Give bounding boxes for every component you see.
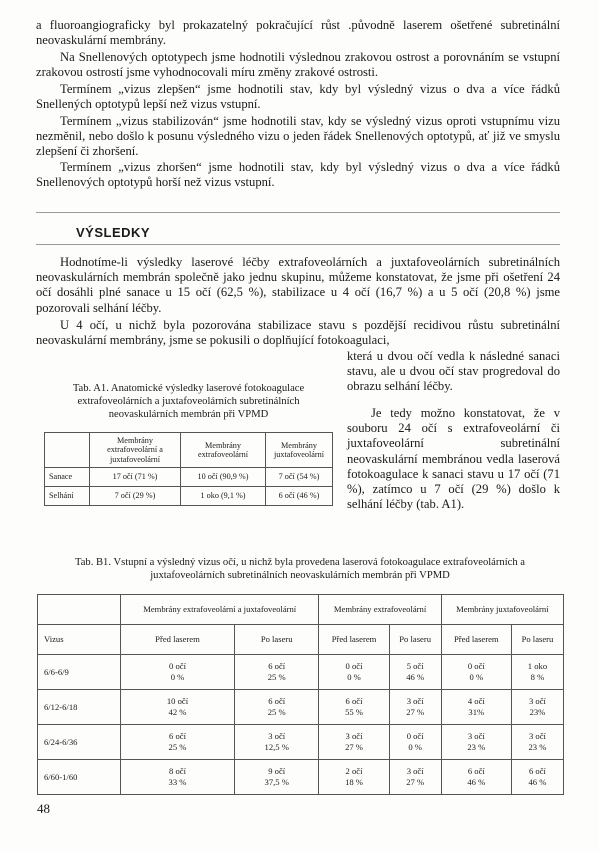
table-b1-group-header-1: Membrány extrafoveolární a juxtafoveolární — [121, 595, 319, 625]
cell-percent: 46 % — [528, 777, 547, 787]
results-paragraph-2-continued: která u dvou očí vedla k následné sanaci stavu, ale u dvou očí stav progredoval do obrazu selhání léčby. — [347, 349, 560, 394]
table-a1-header-col2: Membrány extrafoveolární — [181, 433, 266, 468]
cell-count: 3 očí — [268, 731, 286, 741]
table-a1 — [44, 432, 333, 506]
paragraph-3: Termínem „vizus zlepšen“ jsme hodnotili stav, kdy byl výsledný vizus o dva a více řádků Snellených optotypů lepší než vizus vstupní. — [36, 82, 560, 112]
cell-percent: 18 % — [345, 777, 363, 787]
table-cell — [441, 760, 511, 795]
section-heading: VÝSLEDKY — [76, 225, 151, 240]
cell-count: 1 oko — [527, 661, 548, 671]
cell-percent: 23% — [529, 707, 546, 717]
table-row — [38, 690, 564, 725]
cell-percent: 27 % — [406, 707, 425, 717]
cell-percent: 46 % — [467, 777, 486, 787]
table-cell — [234, 655, 318, 690]
table-a1-row-label: Sanace — [45, 468, 90, 487]
table-b1-group-header-2: Membrány extrafoveolární — [319, 595, 441, 625]
table-cell — [121, 760, 235, 795]
cell-count: 3 očí — [406, 766, 424, 776]
table-b1-row-label: 6/6-6/9 — [38, 655, 121, 690]
table-b1-vizus-header: Vizus — [38, 625, 121, 655]
table-row — [45, 468, 333, 487]
cell-percent: 37,5 % — [264, 777, 289, 787]
table-cell — [234, 760, 318, 795]
cell-count: 6 očí — [268, 696, 286, 706]
cell-count: 0 očí — [406, 731, 424, 741]
section-divider-bottom — [36, 244, 560, 245]
table-b1-header-empty — [38, 595, 121, 625]
cell-percent: 31% — [468, 707, 485, 717]
table-cell: 7 očí (54 %) — [266, 468, 333, 487]
table-cell — [121, 725, 235, 760]
table-cell — [389, 690, 441, 725]
table-cell: 10 očí (90,9 %) — [181, 468, 266, 487]
cell-count: 6 očí — [345, 696, 363, 706]
cell-count: 0 očí — [345, 661, 363, 671]
table-b1 — [37, 594, 564, 795]
cell-percent: 27 % — [406, 777, 425, 787]
cell-percent: 0 % — [408, 742, 422, 752]
table-cell — [511, 690, 563, 725]
table-cell — [389, 725, 441, 760]
table-cell — [121, 655, 235, 690]
cell-count: 6 očí — [268, 661, 286, 671]
cell-percent: 55 % — [345, 707, 363, 717]
table-cell: 1 oko (9,1 %) — [181, 487, 266, 506]
cell-count: 10 očí — [166, 696, 189, 706]
table-b1-sub-header: Před laserem — [441, 625, 511, 655]
table-cell: 17 očí (71 %) — [90, 468, 181, 487]
table-a1-caption: Tab. A1. Anatomické výsledky laserové fotokoagulace extrafoveolárních a juxtafoveolárních subretinálních neovaskulárních membrán při VPMD — [72, 383, 305, 420]
cell-count: 3 očí — [345, 731, 363, 741]
cell-percent: 33 % — [168, 777, 187, 787]
cell-count: 8 očí — [169, 766, 186, 776]
table-b1-group-header-3: Membrány juxtafoveolární — [441, 595, 563, 625]
table-cell — [319, 760, 389, 795]
table-b1-caption: Tab. B1. Vstupní a výsledný vizus očí, u nichž byla provedena laserová fotokoagulace extrafoveolárních a juxtafoveolárních subretinálních neovaskulárních membrán při VPMD — [74, 557, 526, 581]
cell-count: 4 očí — [467, 696, 485, 706]
table-cell — [389, 655, 441, 690]
table-b1-group-header-row — [38, 595, 564, 625]
table-b1-sub-header: Po laseru — [234, 625, 318, 655]
table-b1-sub-header: Po laseru — [389, 625, 441, 655]
cell-percent: 42 % — [168, 707, 187, 717]
table-row — [38, 655, 564, 690]
cell-count: 6 očí — [528, 766, 546, 776]
cell-count: 5 očí — [406, 661, 424, 671]
table-cell — [319, 690, 389, 725]
table-cell — [441, 725, 511, 760]
cell-percent: 0 % — [347, 672, 361, 682]
cell-percent: 25 % — [267, 707, 286, 717]
table-cell — [511, 655, 563, 690]
cell-count: 9 očí — [268, 766, 286, 776]
cell-percent: 23 % — [467, 742, 486, 752]
cell-percent: 25 % — [267, 672, 286, 682]
cell-count: 6 očí — [169, 731, 186, 741]
table-b1-sub-header-row — [38, 625, 564, 655]
cell-percent: 0 % — [170, 672, 185, 682]
table-cell — [389, 760, 441, 795]
cell-count: 3 očí — [528, 696, 546, 706]
table-cell: 7 očí (29 %) — [90, 487, 181, 506]
paragraph-2: Na Snellenových optotypech jsme hodnotili výslednou zrakovou ostrost a porovnáním se vstupní zrakovou ostrostí jsme vyhodnocovali míru změny zrakové ostrosti. — [36, 50, 560, 80]
table-cell — [511, 725, 563, 760]
cell-percent: 12,5 % — [264, 742, 289, 752]
table-a1-header-col1: Membrány extrafoveolární a juxtafoveolární — [90, 433, 181, 468]
cell-count: 6 očí — [467, 766, 485, 776]
table-a1-header-empty — [45, 433, 90, 468]
table-cell — [121, 690, 235, 725]
cell-percent: 8 % — [530, 672, 545, 682]
table-cell — [511, 760, 563, 795]
paragraph-1: a fluoroangiograficky byl prokazatelný pokračující růst .původně laserem ošetřené subretinální neovaskulární membrány. — [36, 18, 560, 48]
table-b1-sub-header: Před laserem — [319, 625, 389, 655]
table-a1-header-col3: Membrány juxtafoveolární — [266, 433, 333, 468]
cell-count: 2 očí — [345, 766, 363, 776]
table-b1-sub-header: Před laserem — [121, 625, 235, 655]
table-cell — [319, 655, 389, 690]
table-b1-row-label: 6/12-6/18 — [38, 690, 121, 725]
table-a1-header-row — [45, 433, 333, 468]
cell-percent: 23 % — [528, 742, 547, 752]
cell-percent: 46 % — [406, 672, 425, 682]
cell-percent: 25 % — [168, 742, 187, 752]
section-divider-top — [36, 212, 560, 213]
paragraph-4: Termínem „vizus stabilizován“ jsme hodnotili stav, kdy se výsledný vizus oproti vstupnímu vizu nezměnil, nebo došlo k posunu výsledného vizu o jeden řádek Snellenových optotypů, ať již ve smyslu zlepšení či zhoršení. — [36, 114, 560, 159]
cell-count: 3 očí — [406, 696, 424, 706]
cell-count: 0 očí — [467, 661, 485, 671]
table-row — [45, 487, 333, 506]
table-cell — [234, 725, 318, 760]
paragraph-5: Termínem „vizus zhoršen“ jsme hodnotili stav, kdy byl výsledný vizus o dva a více řádků Snellenových optotypů horší než vizus vstupní. — [36, 160, 560, 190]
table-cell: 6 očí (46 %) — [266, 487, 333, 506]
cell-percent: 27 % — [345, 742, 363, 752]
cell-count: 3 očí — [528, 731, 546, 741]
cell-percent: 0 % — [469, 672, 484, 682]
page-number: 48 — [37, 801, 50, 816]
table-b1-row-label: 6/60-1/60 — [38, 760, 121, 795]
results-paragraph-3: Je tedy možno konstatovat, že v souboru 24 očí s extrafoveolární či juxtafoveolární subretinální neovaskulární membránou vedla laserová fotokoagulace k sanaci stavu u 17 očí (71 %), zatímco u 7 očí (29 %) došlo k selhání léčby (tab. A1). — [347, 406, 560, 512]
table-row — [38, 760, 564, 795]
results-paragraph-1: Hodnotíme-li výsledky laserové léčby extrafoveolárních a juxtafoveolárních subretinálních neovaskulárních membrán společně jako jednu skupinu, můžeme konstatovat, že jsme při ošetření 24 očí dosáhli plné sanace u 15 očí (62,5 %), stabilizace u 4 očí (16,7 %) a u 5 očí (20,8 %) jsme pozorovali selhání léčby. — [36, 255, 560, 315]
table-row — [38, 725, 564, 760]
cell-count: 0 očí — [169, 661, 186, 671]
table-a1-row-label: Selhání — [45, 487, 90, 506]
table-b1-sub-header: Po laseru — [511, 625, 563, 655]
table-cell — [319, 725, 389, 760]
table-cell — [234, 690, 318, 725]
cell-count: 3 očí — [467, 731, 485, 741]
table-cell — [441, 690, 511, 725]
table-cell — [441, 655, 511, 690]
table-b1-row-label: 6/24-6/36 — [38, 725, 121, 760]
results-paragraph-2: U 4 očí, u nichž byla pozorována stabilizace stavu s pozdější recidivou růstu subretinální neovaskulární membrány, jsme se pokusili o doplňující fotokoagulaci, — [36, 318, 560, 348]
